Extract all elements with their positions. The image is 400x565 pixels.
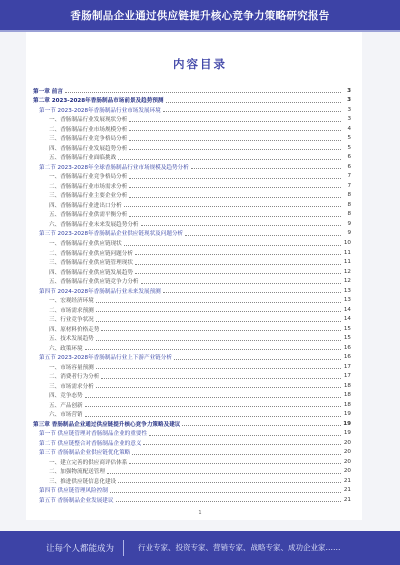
toc-entry-page: 12 xyxy=(343,268,351,275)
toc-entry-page: 18 xyxy=(343,382,351,389)
toc-leader-dots xyxy=(96,387,341,388)
toc-entry-label: 二、市场需求预测 xyxy=(49,307,94,314)
toc-leader-dots xyxy=(118,159,341,160)
toc-entry-label: 五、香肠制品行业供应链竞争力分析 xyxy=(49,279,139,286)
toc-entry-page: 5 xyxy=(347,144,351,151)
toc-entry[interactable] xyxy=(33,324,351,334)
toc-entry[interactable] xyxy=(33,476,351,486)
toc-entry-page: 11 xyxy=(343,249,351,256)
toc-entry[interactable] xyxy=(33,181,351,191)
toc-entry-label: 五、技术发展趋势 xyxy=(49,336,94,343)
toc-entry[interactable] xyxy=(33,248,351,258)
toc-entry[interactable] xyxy=(33,429,351,439)
toc-entry-page: 17 xyxy=(343,363,351,370)
toc-entry-label: 一、建立完善的供应商评估体系 xyxy=(49,459,128,466)
toc-entry-label: 二、加强物流配送管理 xyxy=(49,469,105,476)
toc-entry-page: 21 xyxy=(343,487,351,494)
toc-leader-dots xyxy=(132,454,341,455)
footer-bar xyxy=(0,531,400,565)
toc-leader-dots xyxy=(85,397,341,398)
toc-entry-page: 20 xyxy=(343,468,351,475)
toc-leader-dots xyxy=(135,254,341,255)
toc-leader-dots xyxy=(163,111,341,112)
toc-leader-dots xyxy=(129,178,341,179)
toc-leader-dots xyxy=(163,292,341,293)
toc-leader-dots xyxy=(174,359,341,360)
toc-entry-label: 二、香肠制品行业供应链问题分析 xyxy=(49,250,133,257)
toc-entry-label: 第五节 2023-2028年香肠制品行业上下游产业链分析 xyxy=(39,355,172,362)
toc-entry[interactable] xyxy=(33,96,351,106)
toc-entry-label: 第一节 2023-2028年香肠制品行业市场发展环境 xyxy=(39,107,161,114)
toc-leader-dots xyxy=(191,168,341,169)
report-title: 香肠制品企业通过供应链提升核心竞争力策略研究报告 xyxy=(70,10,330,22)
toc-entry[interactable] xyxy=(33,124,351,134)
toc-entry-page: 3 xyxy=(347,97,351,104)
toc-entry-label: 第三节 2023-2028年香肠制品企业供应链现状及问题分析 xyxy=(39,231,184,238)
footer-divider xyxy=(123,540,124,556)
toc-leader-dots xyxy=(129,463,341,464)
toc-leader-dots xyxy=(124,206,341,207)
toc-leader-dots xyxy=(141,283,341,284)
toc-entry[interactable] xyxy=(33,219,351,229)
toc-entry-page: 19 xyxy=(343,411,351,418)
toc-entry-label: 三、推进供应链信息化建设 xyxy=(49,478,117,485)
toc-leader-dots xyxy=(182,425,341,426)
toc-entry[interactable] xyxy=(33,172,351,182)
toc-leader-dots xyxy=(96,321,341,322)
toc-entry[interactable] xyxy=(33,371,351,381)
toc-entry[interactable] xyxy=(33,153,351,163)
toc-leader-dots xyxy=(96,302,341,303)
toc-leader-dots xyxy=(149,435,341,436)
toc-entry[interactable] xyxy=(33,352,351,362)
toc-entry-page: 21 xyxy=(343,477,351,484)
toc-entry-label: 三、行业竞争状况 xyxy=(49,317,94,324)
toc-entry[interactable] xyxy=(33,448,351,458)
toc-entry-page: 8 xyxy=(347,201,351,208)
toc-entry-label: 二、香肠制品行业市场需求分析 xyxy=(49,183,128,190)
toc-entry[interactable] xyxy=(33,391,351,401)
toc-entry-label: 一、宏观经济环境 xyxy=(49,298,94,305)
toc-entry[interactable] xyxy=(33,143,351,153)
toc-entry-label: 三、香肠制品行业主要企业分析 xyxy=(49,193,128,200)
table-of-contents xyxy=(33,86,351,505)
toc-leader-dots xyxy=(96,368,341,369)
toc-entry[interactable] xyxy=(33,191,351,201)
toc-entry-label: 二、香肠制品行业市场规模分析 xyxy=(49,126,128,133)
toc-entry[interactable] xyxy=(33,267,351,277)
toc-title: 内容目录 xyxy=(173,57,227,71)
toc-entry[interactable] xyxy=(33,381,351,391)
toc-entry[interactable] xyxy=(33,333,351,343)
toc-leader-dots xyxy=(129,197,341,198)
toc-leader-dots xyxy=(118,482,341,483)
toc-entry[interactable] xyxy=(33,410,351,420)
toc-entry-page: 16 xyxy=(343,354,351,361)
toc-entry-label: 第一节 供应链管理对香肠制品企业的重要性 xyxy=(39,431,148,438)
toc-entry-label: 五、香肠制品行业供需平衡分析 xyxy=(49,212,128,219)
toc-entry-label: 一、香肠制品行业竞争格局分析 xyxy=(49,174,128,181)
toc-entry-page: 4 xyxy=(347,125,351,132)
toc-entry-label: 四、香肠制品行业发展趋势分析 xyxy=(49,145,128,152)
toc-entry[interactable] xyxy=(33,400,351,410)
toc-leader-dots xyxy=(135,264,341,265)
toc-leader-dots xyxy=(129,187,341,188)
toc-entry-label: 六、市场营销 xyxy=(49,412,83,419)
toc-entry-page: 3 xyxy=(347,87,351,94)
toc-entry[interactable] xyxy=(33,295,351,305)
toc-leader-dots xyxy=(129,121,341,122)
toc-leader-dots xyxy=(96,311,341,312)
toc-entry-page: 11 xyxy=(343,259,351,266)
toc-leader-dots xyxy=(143,444,341,445)
toc-entry-page: 19 xyxy=(343,430,351,437)
toc-entry-label: 四、香肠制品行业供应链发展趋势 xyxy=(49,269,133,276)
toc-entry-label: 三、香肠制品行业供应链管理现状 xyxy=(49,260,133,267)
toc-entry[interactable] xyxy=(33,115,351,125)
toc-entry-page: 3 xyxy=(347,106,351,113)
toc-entry-label: 四、原材料价格走势 xyxy=(49,326,100,333)
toc-entry-page: 21 xyxy=(343,496,351,503)
toc-entry-page: 19 xyxy=(343,420,351,427)
toc-leader-dots xyxy=(101,378,341,379)
toc-leader-dots xyxy=(85,406,341,407)
toc-entry-page: 7 xyxy=(347,173,351,180)
toc-leader-dots xyxy=(85,349,341,350)
toc-entry[interactable] xyxy=(33,457,351,467)
toc-entry[interactable] xyxy=(33,362,351,372)
toc-entry-label: 一、市场容量预测 xyxy=(49,364,94,371)
toc-entry[interactable] xyxy=(33,200,351,210)
toc-entry-page: 6 xyxy=(347,154,351,161)
toc-entry[interactable] xyxy=(33,419,351,429)
toc-entry-page: 17 xyxy=(343,373,351,380)
toc-entry-page: 20 xyxy=(343,439,351,446)
toc-leader-dots xyxy=(166,102,341,103)
toc-entry-label: 六、香肠制品行业未来发展趋势分析 xyxy=(49,221,139,228)
toc-leader-dots xyxy=(129,140,341,141)
toc-leader-dots xyxy=(141,225,341,226)
toc-entry[interactable] xyxy=(33,257,351,267)
toc-entry-page: 10 xyxy=(343,240,351,246)
toc-entry-label: 第三章 香肠制品企业通过供应链提升核心竞争力策略及建议 xyxy=(33,421,181,428)
toc-entry-label: 第二章 2023-2028年香肠制品市场前景及趋势预测 xyxy=(33,98,164,105)
toc-entry-page: 5 xyxy=(347,135,351,142)
toc-entry-label: 二、消费者行为分析 xyxy=(49,374,100,381)
toc-entry-label: 三、市场需求分析 xyxy=(49,383,94,390)
toc-entry[interactable] xyxy=(33,314,351,324)
header-bar xyxy=(0,0,400,30)
toc-entry[interactable] xyxy=(33,486,351,496)
toc-entry-page: 9 xyxy=(347,230,351,237)
toc-entry-label: 第二节 2023-2028年全球香肠制品行业市场规模及趋势分析 xyxy=(39,164,189,171)
toc-entry-label: 第五节 香肠制品企业发展建议 xyxy=(39,497,114,504)
toc-entry[interactable] xyxy=(33,162,351,172)
toc-entry[interactable] xyxy=(33,210,351,220)
toc-leader-dots xyxy=(124,245,341,246)
toc-entry[interactable] xyxy=(33,238,351,248)
toc-entry-label: 一、香肠制品行业供应链现状 xyxy=(49,241,122,247)
toc-entry[interactable] xyxy=(33,134,351,144)
toc-entry-label: 四、香肠制品行业进出口分析 xyxy=(49,202,122,209)
toc-leader-dots xyxy=(85,416,341,417)
toc-entry-page: 18 xyxy=(343,392,351,399)
footer-tagline: 行业专家、投资专家、营销专家、战略专家、成功企业家…… xyxy=(138,543,341,552)
toc-leader-dots xyxy=(135,273,341,274)
toc-entry-page: 6 xyxy=(347,163,351,170)
toc-entry-page: 16 xyxy=(343,344,351,351)
toc-entry-label: 第三节 香肠制品企业供应链优化策略 xyxy=(39,450,131,457)
toc-entry-label: 六、政策环境 xyxy=(49,345,83,352)
toc-leader-dots xyxy=(116,501,342,502)
toc-entry[interactable] xyxy=(33,438,351,448)
toc-entry-page: 14 xyxy=(343,316,351,323)
toc-leader-dots xyxy=(185,235,341,236)
toc-entry-label: 五、产品创新 xyxy=(49,402,83,409)
toc-entry[interactable] xyxy=(33,286,351,296)
toc-leader-dots xyxy=(96,340,341,341)
toc-entry-page: 15 xyxy=(343,335,351,342)
toc-leader-dots xyxy=(129,216,341,217)
toc-entry[interactable] xyxy=(33,495,351,505)
toc-entry-label: 第一章 前言 xyxy=(33,88,63,95)
toc-entry[interactable] xyxy=(33,229,351,239)
toc-entry-label: 五、香肠制品行业面临挑战 xyxy=(49,155,117,162)
toc-entry-page: 15 xyxy=(343,325,351,332)
toc-entry[interactable] xyxy=(33,343,351,353)
toc-leader-dots xyxy=(107,473,341,474)
toc-entry[interactable] xyxy=(33,276,351,286)
toc-entry-page: 20 xyxy=(343,458,351,465)
toc-leader-dots xyxy=(129,149,341,150)
toc-entry[interactable] xyxy=(33,467,351,477)
toc-entry-label: 第四节 2024-2028年香肠制品行业未来发展预测 xyxy=(39,288,161,295)
toc-leader-dots xyxy=(110,492,341,493)
toc-entry-page: 14 xyxy=(343,306,351,313)
toc-entry-page: 18 xyxy=(343,401,351,408)
toc-entry-page: 9 xyxy=(347,220,351,227)
toc-entry-page: 8 xyxy=(347,192,351,199)
toc-entry-label: 第二节 供应链整合对香肠制品企业的意义 xyxy=(39,440,142,447)
toc-entry-page: 7 xyxy=(347,182,351,189)
footer-slogan: 让每个人都能成为 xyxy=(46,544,115,554)
toc-entry[interactable] xyxy=(33,305,351,315)
toc-entry-label: 四、竞争态势 xyxy=(49,393,83,400)
toc-entry-label: 第四节 供应链管理风险控制 xyxy=(39,488,108,495)
toc-entry-page: 8 xyxy=(347,211,351,218)
toc-leader-dots xyxy=(101,330,341,331)
toc-entry-page: 12 xyxy=(343,278,351,285)
toc-entry-page: 13 xyxy=(343,297,351,304)
toc-entry[interactable] xyxy=(33,105,351,115)
toc-entry-page: 20 xyxy=(343,449,351,456)
toc-entry-page: 13 xyxy=(343,287,351,294)
toc-entry[interactable] xyxy=(33,86,351,96)
toc-entry-label: 三、香肠制品行业竞争格局分析 xyxy=(49,136,128,143)
page-number: 1 xyxy=(198,510,202,516)
toc-leader-dots xyxy=(129,130,341,131)
toc-leader-dots xyxy=(65,92,341,93)
toc-entry-label: 一、香肠制品行业发展现状分析 xyxy=(49,117,128,124)
toc-entry-page: 3 xyxy=(347,116,351,123)
